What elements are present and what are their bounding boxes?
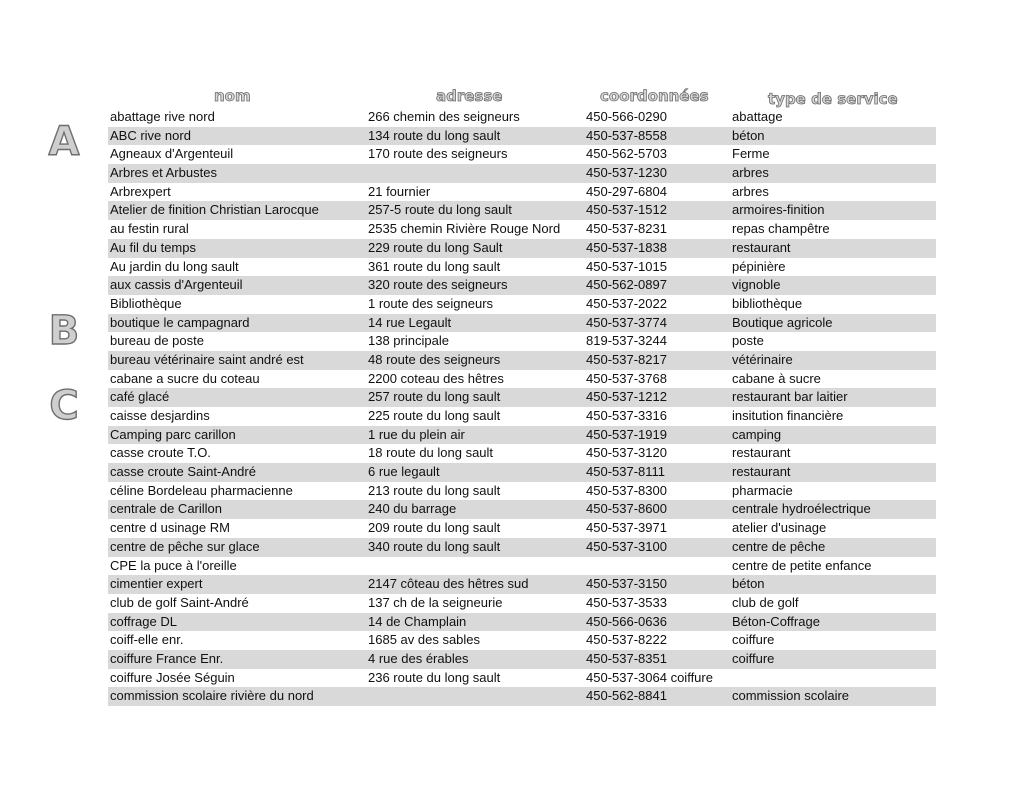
cell-adresse: 225 route du long sault: [368, 408, 501, 423]
cell-type-de-service: repas champêtre: [732, 221, 830, 237]
cell-nom: casse croute T.O.: [110, 445, 211, 461]
table-row: [108, 295, 936, 314]
cell-adresse: 14 rue Legault: [368, 314, 452, 330]
cell-nom: Au jardin du long sault: [110, 258, 239, 274]
cell-nom: centrale de Carillon: [110, 501, 223, 517]
cell-type-de-service: béton: [732, 127, 765, 143]
table-row: [108, 183, 936, 202]
cell-coordonnees: 450-537-3316: [586, 408, 667, 423]
cell-adresse: 6 rue legault: [368, 464, 440, 480]
table-row: [108, 463, 936, 482]
table-row: [108, 538, 936, 557]
cell-nom: céline Bordeleau pharmacienne: [110, 482, 293, 498]
cell-adresse: 14 de Champlain: [368, 613, 467, 629]
cell-coordonnees: 819-537-3244: [586, 333, 667, 349]
cell-type-de-service: Ferme: [732, 146, 770, 162]
cell-adresse: 134 route du long sault: [368, 127, 501, 143]
cell-adresse: 21 fournier: [368, 183, 431, 199]
cell-adresse: 240 du barrage: [368, 501, 457, 517]
cell-type-de-service: coiffure: [732, 650, 775, 666]
cell-nom: Agneaux d'Argenteuil: [110, 146, 234, 162]
cell-adresse: 2200 coteau des hêtres: [368, 370, 504, 386]
cell-adresse: 361 route du long sault: [368, 258, 501, 274]
cell-adresse: 257 route du long sault: [368, 389, 501, 405]
table-row: [108, 201, 936, 220]
cell-adresse: 209 route du long sault: [368, 520, 501, 536]
cell-type-de-service: arbres: [732, 165, 769, 181]
table-row: [108, 500, 936, 519]
cell-nom: centre d usinage RM: [110, 520, 230, 536]
cell-type-de-service: vignoble: [732, 277, 781, 293]
cell-nom: Arbrexpert: [110, 183, 171, 199]
cell-type-de-service: abattage: [732, 109, 783, 124]
cell-coordonnees: 450-537-8300: [586, 482, 667, 498]
cell-type-de-service: coiffure: [732, 632, 775, 648]
cell-nom: centre de pêche sur glace: [110, 538, 260, 554]
cell-type-de-service: pharmacie: [732, 482, 793, 498]
cell-type-de-service: pépinière: [732, 258, 786, 274]
cell-coordonnees: 450-537-8222: [586, 632, 667, 648]
cell-adresse: 2147 côteau des hêtres sud: [368, 576, 529, 592]
cell-nom: coiff-elle enr.: [110, 632, 184, 648]
table-row: [108, 650, 936, 669]
cell-coordonnees: 450-537-8111: [586, 464, 666, 480]
cell-coordonnees: 450-537-8351: [586, 650, 667, 666]
cell-coordonnees: 450-562-5703: [586, 146, 667, 162]
table-row: [108, 108, 936, 127]
cell-coordonnees: 450-562-0897: [586, 277, 667, 293]
cell-nom: Bibliothèque: [110, 295, 182, 311]
cell-adresse: 236 route du long sault: [368, 669, 501, 685]
table-row: [108, 239, 936, 258]
cell-type-de-service: restaurant bar laitier: [732, 389, 848, 405]
cell-adresse: 4 rue des érables: [368, 650, 469, 666]
cell-nom: Au fil du temps: [110, 239, 196, 255]
cell-coordonnees: 450-537-3064 coiffure: [586, 669, 713, 685]
table-row: [108, 332, 936, 351]
cell-type-de-service: camping: [732, 426, 782, 442]
table-row: [108, 370, 936, 389]
cell-nom: coiffure Josée Séguin: [110, 669, 235, 685]
cell-type-de-service: atelier d'usinage: [732, 520, 827, 536]
cell-adresse: 320 route des seigneurs: [368, 277, 508, 293]
cell-adresse: 1685 av des sables: [368, 632, 481, 648]
cell-nom: casse croute Saint-André: [110, 464, 256, 480]
header-coordonnees: coordonnées: [600, 87, 709, 105]
section-letter-c: C: [49, 383, 79, 429]
cell-coordonnees: 450-537-3774: [586, 314, 667, 330]
cell-nom: Camping parc carillon: [110, 426, 236, 442]
cell-nom: café glacé: [110, 389, 170, 405]
table-row: [108, 687, 936, 706]
cell-nom: commission scolaire rivière du nord: [110, 688, 314, 704]
cell-nom: bureau vétérinaire saint andré est: [110, 351, 304, 367]
cell-coordonnees: 450-537-3120: [586, 445, 667, 461]
cell-type-de-service: commission scolaire: [732, 688, 850, 704]
cell-coordonnees: 450-537-1919: [586, 426, 667, 442]
table-row: [108, 631, 936, 650]
cell-adresse: 213 route du long sault: [368, 482, 501, 498]
table-row: [108, 388, 936, 407]
table-row: [108, 220, 936, 239]
cell-coordonnees: 450-537-3533: [586, 594, 667, 610]
cell-adresse: 340 route du long sault: [368, 538, 501, 554]
header-adresse: adresse: [436, 87, 503, 105]
cell-coordonnees: 450-537-3150: [586, 576, 667, 592]
cell-nom: cabane a sucre du coteau: [110, 370, 260, 386]
cell-nom: CPE la puce à l'oreille: [110, 557, 237, 573]
cell-nom: cimentier expert: [110, 576, 203, 592]
cell-type-de-service: arbres: [732, 183, 769, 199]
cell-adresse: 257-5 route du long sault: [368, 202, 512, 218]
cell-adresse: 229 route du long Sault: [368, 239, 503, 255]
cell-coordonnees: 450-537-3100: [586, 538, 667, 554]
section-letter-b: B: [48, 308, 80, 354]
cell-adresse: 170 route des seigneurs: [368, 146, 508, 162]
cell-adresse: 266 chemin des seigneurs: [368, 109, 520, 124]
cell-nom: caisse desjardins: [110, 408, 210, 423]
cell-adresse: 137 ch de la seigneurie: [368, 594, 503, 610]
table-row: [108, 482, 936, 501]
table-row: [108, 164, 936, 183]
directory-table: [108, 108, 936, 706]
cell-adresse: 138 principale: [368, 333, 449, 349]
cell-coordonnees: 450-566-0290: [586, 109, 667, 124]
cell-adresse: 2535 chemin Rivière Rouge Nord: [368, 221, 561, 237]
cell-coordonnees: 450-537-8600: [586, 501, 667, 517]
cell-type-de-service: Boutique agricole: [732, 314, 833, 330]
cell-coordonnees: 450-566-0636: [586, 613, 667, 629]
cell-type-de-service: poste: [732, 333, 764, 349]
table-row: [108, 444, 936, 463]
table-row: [108, 314, 936, 333]
cell-type-de-service: centre de petite enfance: [732, 557, 872, 573]
cell-type-de-service: béton: [732, 576, 765, 592]
cell-nom: coiffure France Enr.: [110, 650, 224, 666]
cell-nom: coffrage DL: [110, 613, 177, 629]
cell-type-de-service: restaurant: [732, 464, 791, 480]
cell-adresse: 48 route des seigneurs: [368, 351, 501, 367]
cell-type-de-service: centre de pêche: [732, 538, 826, 554]
cell-coordonnees: 450-537-3971: [586, 520, 667, 536]
cell-type-de-service: armoires-finition: [732, 202, 825, 218]
cell-nom: au festin rural: [110, 221, 189, 237]
table-row: [108, 575, 936, 594]
cell-type-de-service: Béton-Coffrage: [732, 613, 820, 629]
table-row: [108, 407, 936, 426]
table-row: [108, 145, 936, 164]
cell-nom: Atelier de finition Christian Larocque: [110, 202, 319, 218]
cell-adresse: 18 route du long sault: [368, 445, 494, 461]
cell-type-de-service: restaurant: [732, 445, 791, 461]
cell-coordonnees: 450-537-1212: [586, 389, 667, 405]
cell-nom: ABC rive nord: [110, 127, 191, 143]
cell-coordonnees: 450-297-6804: [586, 183, 667, 199]
cell-coordonnees: 450-537-2022: [586, 295, 667, 311]
table-row: [108, 351, 936, 370]
table-row: [108, 557, 936, 576]
cell-nom: club de golf Saint-André: [110, 594, 249, 610]
cell-type-de-service: vétérinaire: [732, 351, 793, 367]
cell-coordonnees: 450-537-1838: [586, 239, 667, 255]
cell-nom: bureau de poste: [110, 333, 204, 349]
cell-type-de-service: centrale hydroélectrique: [732, 501, 871, 517]
cell-coordonnees: 450-537-8558: [586, 127, 667, 143]
header-nom: nom: [214, 87, 251, 105]
cell-coordonnees: 450-537-1230: [586, 165, 667, 181]
cell-coordonnees: 450-537-3768: [586, 370, 667, 386]
cell-coordonnees: 450-537-1015: [586, 258, 667, 274]
table-row: [108, 258, 936, 277]
cell-type-de-service: bibliothèque: [732, 295, 803, 311]
cell-type-de-service: club de golf: [732, 594, 799, 610]
cell-nom: aux cassis d'Argenteuil: [110, 277, 243, 293]
cell-adresse: 1 rue du plein air: [368, 426, 465, 442]
cell-coordonnees: 450-562-8841: [586, 688, 667, 704]
table-row: [108, 276, 936, 295]
table-row: [108, 613, 936, 632]
cell-nom: abattage rive nord: [110, 109, 215, 124]
cell-coordonnees: 450-537-1512: [586, 202, 667, 218]
cell-coordonnees: 450-537-8217: [586, 351, 667, 367]
table-row: [108, 426, 936, 445]
cell-type-de-service: cabane à sucre: [732, 370, 821, 386]
cell-coordonnees: 450-537-8231: [586, 221, 667, 237]
header-type-de-service: type de service: [768, 90, 898, 108]
cell-nom: boutique le campagnard: [110, 314, 250, 330]
table-row: [108, 669, 936, 688]
cell-type-de-service: restaurant: [732, 239, 791, 255]
cell-nom: Arbres et Arbustes: [110, 165, 217, 181]
section-letter-a: A: [48, 119, 80, 165]
table-row: [108, 519, 936, 538]
table-row: [108, 594, 936, 613]
cell-adresse: 1 route des seigneurs: [368, 295, 494, 311]
cell-type-de-service: insitution financière: [732, 408, 844, 423]
table-header: [108, 86, 936, 108]
table-row: [108, 127, 936, 146]
